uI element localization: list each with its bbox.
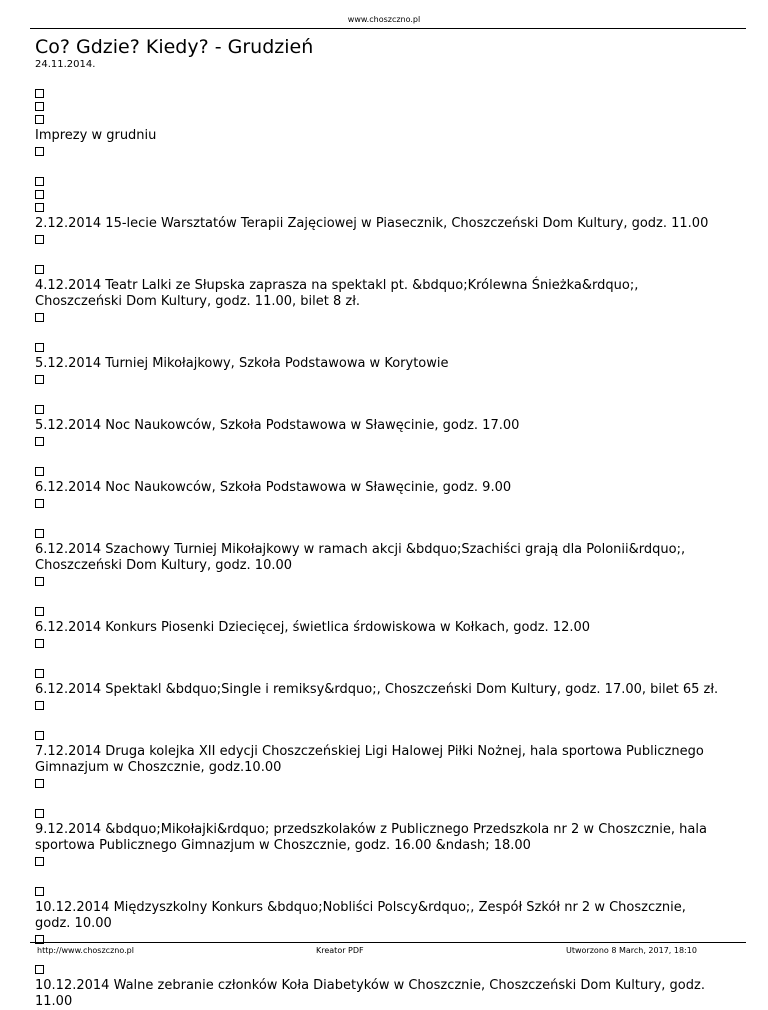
- checkbox-glyph-icon: [35, 102, 44, 111]
- publish-date: 24.11.2014.: [35, 59, 96, 70]
- event-text: Gimnazjum w Choszcznie, godz.10.00: [35, 760, 282, 775]
- event-item: [35, 669, 735, 728]
- event-text: 4.12.2014 Teatr Lalki ze Słupska zaprasza na spektakl pt. &bdquo;Królewna Śnieżka&rdquo;,: [35, 278, 639, 293]
- event-item: [35, 965, 735, 1010]
- checkbox-glyph-icon: [35, 313, 44, 322]
- footer-url: http://www.choszczno.pl: [37, 946, 134, 955]
- header-site-url: www.choszczno.pl: [347, 15, 421, 24]
- event-text: 6.12.2014 Szachowy Turniej Mikołajkowy w ramach akcji &bdquo;Szachiści grają dla Polonii&rdquo;,: [35, 542, 686, 557]
- event-item: [35, 809, 735, 884]
- checkbox-glyph-icon: [35, 731, 44, 740]
- event-text: 9.12.2014 &bdquo;Mikołajki&rdquo; przedszkolaków z Publicznego Przedszkola nr 2 w Choszcznie, hala: [35, 822, 707, 837]
- event-text: Choszczeński Dom Kultury, godz. 10.00: [35, 558, 293, 573]
- header-divider: [30, 28, 746, 29]
- checkbox-glyph-icon: [35, 701, 44, 710]
- event-text: 2.12.2014 15-lecie Warsztatów Terapii Zajęciowej w Piasecznik, Choszczeński Dom Kultury, godz. 11.00: [35, 216, 709, 231]
- event-item: [35, 343, 735, 402]
- event-text: godz. 10.00: [35, 916, 112, 931]
- checkbox-glyph-icon: [35, 529, 44, 538]
- event-text: 6.12.2014 Spektakl &bdquo;Single i remiksy&rdquo;, Choszczeński Dom Kultury, godz. 17.00, bilet 65 zł.: [35, 682, 719, 697]
- event-item: [35, 265, 735, 340]
- checkbox-glyph-icon: [35, 467, 44, 476]
- event-text: 6.12.2014 Konkurs Piosenki Dziecięcej, świetlica śrdowiskowa w Kołkach, godz. 12.00: [35, 620, 591, 635]
- event-text: sportowa Publicznego Gimnazjum w Choszcznie, godz. 16.00 &ndash; 18.00: [35, 838, 531, 853]
- checkbox-glyph-icon: [35, 809, 44, 818]
- checkbox-glyph-icon: [35, 190, 44, 199]
- checkbox-glyph-icon: [35, 639, 44, 648]
- footer-divider: [30, 942, 746, 943]
- checkbox-glyph-icon: [35, 235, 44, 244]
- checkbox-glyph-icon: [35, 499, 44, 508]
- footer-generator: Kreator PDF: [316, 946, 364, 955]
- checkbox-glyph-icon: [35, 203, 44, 212]
- checkbox-glyph-icon: [35, 887, 44, 896]
- checkbox-glyph-icon: [35, 265, 44, 274]
- event-text: 5.12.2014 Noc Naukowców, Szkoła Podstawowa w Sławęcinie, godz. 17.00: [35, 418, 520, 433]
- checkbox-glyph-icon: [35, 147, 44, 156]
- page-title: Co? Gdzie? Kiedy? - Grudzień: [35, 36, 314, 58]
- checkbox-glyph-icon: [35, 89, 44, 98]
- intro-text: Imprezy w grudniu: [35, 128, 157, 143]
- event-text: 10.12.2014 Walne zebranie członków Koła Diabetyków w Choszcznie, Choszczeński Dom Kultury, godz.: [35, 978, 705, 993]
- event-text: 11.00: [35, 994, 73, 1009]
- event-text: 6.12.2014 Noc Naukowców, Szkoła Podstawowa w Sławęcinie, godz. 9.00: [35, 480, 512, 495]
- event-item: [35, 405, 735, 464]
- article-body: [35, 86, 735, 1010]
- checkbox-glyph-icon: [35, 577, 44, 586]
- event-list: [35, 203, 735, 1010]
- footer-created: Utworzono 8 March, 2017, 18:10: [566, 946, 697, 955]
- event-text: 10.12.2014 Międzyszkolny Konkurs &bdquo;Nobliści Polscy&rdquo;, Zespół Szkół nr 2 w Choszcznie,: [35, 900, 686, 915]
- checkbox-glyph-icon: [35, 607, 44, 616]
- event-item: [35, 203, 735, 262]
- checkbox-glyph-icon: [35, 779, 44, 788]
- checkbox-glyph-icon: [35, 375, 44, 384]
- checkbox-glyph-icon: [35, 115, 44, 124]
- checkbox-glyph-icon: [35, 857, 44, 866]
- event-item: [35, 529, 735, 604]
- event-text: 5.12.2014 Turniej Mikołajkowy, Szkoła Podstawowa w Korytowie: [35, 356, 449, 371]
- checkbox-glyph-icon: [35, 405, 44, 414]
- event-text: Choszczeński Dom Kultury, godz. 11.00, bilet 8 zł.: [35, 294, 361, 309]
- checkbox-glyph-icon: [35, 343, 44, 352]
- checkbox-glyph-icon: [35, 437, 44, 446]
- checkbox-glyph-icon: [35, 669, 44, 678]
- event-text: 7.12.2014 Druga kolejka XII edycji Choszczeńskiej Ligi Halowej Piłki Nożnej, hala sportowa Publicznego: [35, 744, 704, 759]
- event-item: [35, 607, 735, 666]
- event-item: [35, 467, 735, 526]
- checkbox-glyph-icon: [35, 965, 44, 974]
- checkbox-glyph-icon: [35, 177, 44, 186]
- event-item: [35, 731, 735, 806]
